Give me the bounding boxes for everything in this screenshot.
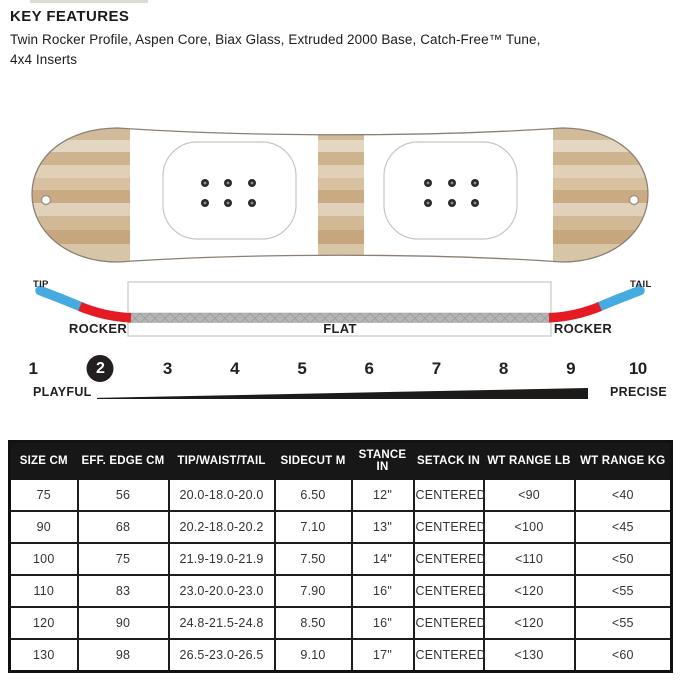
scale-number: 8 [498,359,508,378]
table-cell: 100 [10,543,78,575]
scale-min-label: PLAYFUL [33,385,92,399]
snowboard-top-view-graphic [0,110,680,274]
table-cell: 75 [10,479,78,511]
feel-scale [0,352,680,408]
table-row [10,575,672,607]
key-features-header [10,8,670,71]
table-cell: <60 [575,639,672,672]
scale-number: 10 [628,359,647,378]
table-row [10,607,672,639]
snowboard-image [0,110,680,274]
table-cell: 16" [352,575,414,607]
table-cell: CENTERED [414,639,484,672]
table-cell: <120 [484,575,575,607]
table-cell: <110 [484,543,575,575]
table-cell: CENTERED [414,575,484,607]
table-cell: 20.0-18.0-20.0 [169,479,275,511]
table-cell: CENTERED [414,479,484,511]
table-cell: <40 [575,479,672,511]
scale-number: 3 [162,359,172,378]
tip-label: TIP [33,279,49,290]
table-cell: 9.10 [275,639,352,672]
table-row [10,543,672,575]
rocker-right-red-segment [549,307,600,318]
table-row [10,639,672,672]
scale-number: 7 [431,359,441,378]
column-header: WT RANGE LB [484,442,575,480]
table-cell: 110 [10,575,78,607]
rocker-right-label: ROCKER [553,321,613,336]
table-cell: <130 [484,639,575,672]
table-cell: <50 [575,543,672,575]
table-cell: 7.90 [275,575,352,607]
table-cell: 98 [78,639,169,672]
top-edge-artifact [30,0,148,3]
scale-wedge [97,388,588,399]
table-cell: 20.2-18.0-20.2 [169,511,275,543]
tail-blue-segment [599,291,640,307]
table-cell: 6.50 [275,479,352,511]
table-cell: <45 [575,511,672,543]
leash-hole-right [630,196,639,205]
rocker-left-label: ROCKER [68,321,128,336]
rocker-left-red-segment [80,307,131,318]
table-cell: 68 [78,511,169,543]
column-header: SETACK IN [414,442,484,480]
scale-number: 9 [566,359,576,378]
table-cell: 24.8-21.5-24.8 [169,607,275,639]
column-header: SIZE CM [10,442,78,480]
binding-zone-right [364,122,553,268]
table-cell: CENTERED [414,607,484,639]
column-header: TIP/WAIST/TAIL [169,442,275,480]
table-row [10,511,672,543]
tip-blue-segment [40,291,81,307]
column-header: EFF. EDGE CM [78,442,169,480]
leash-hole-left [42,196,51,205]
table-cell: CENTERED [414,543,484,575]
table-cell: 14" [352,543,414,575]
flat-label: FLAT [323,321,357,336]
table-cell: <55 [575,575,672,607]
table-cell: 12" [352,479,414,511]
table-cell: 13" [352,511,414,543]
header-row [10,442,672,480]
table-cell: 56 [78,479,169,511]
scale-max-label: PRECISE [610,385,667,399]
table-cell: 23.0-20.0-23.0 [169,575,275,607]
table-cell: <90 [484,479,575,511]
table-cell: 83 [78,575,169,607]
table-cell: 7.10 [275,511,352,543]
column-header: STANCE IN [352,442,414,480]
table-cell: 8.50 [275,607,352,639]
camber-profile-diagram [0,276,680,342]
table-cell: 90 [10,511,78,543]
size-spec-table [8,440,673,673]
scale-number: 4 [230,359,240,378]
scale-number: 6 [364,359,374,378]
binding-zone-left [130,122,318,268]
table-cell: 120 [10,607,78,639]
scale-number: 1 [28,359,38,378]
table-row [10,479,672,511]
table-cell: <100 [484,511,575,543]
scale-number-selected: 2 [87,355,114,382]
table-cell: 17" [352,639,414,672]
key-features-description: Twin Rocker Profile, Aspen Core, Biax Glass, Extruded 2000 Base, Catch-Free™ Tune, 4x4 Inserts [10,32,541,68]
table-cell: 7.50 [275,543,352,575]
tail-label: TAIL [630,279,652,290]
column-header: WT RANGE KG [575,442,672,480]
wood-deck [28,122,652,268]
table-cell: <120 [484,607,575,639]
table-header [10,442,672,480]
page-title: KEY FEATURES [10,8,130,25]
table-body [10,479,672,672]
table-cell: <55 [575,607,672,639]
table-cell: CENTERED [414,511,484,543]
table-cell: 75 [78,543,169,575]
table-cell: 16" [352,607,414,639]
table-cell: 21.9-19.0-21.9 [169,543,275,575]
table-cell: 130 [10,639,78,672]
table-cell: 26.5-23.0-26.5 [169,639,275,672]
table-cell: 90 [78,607,169,639]
column-header: SIDECUT M [275,442,352,480]
scale-number: 5 [297,359,307,378]
